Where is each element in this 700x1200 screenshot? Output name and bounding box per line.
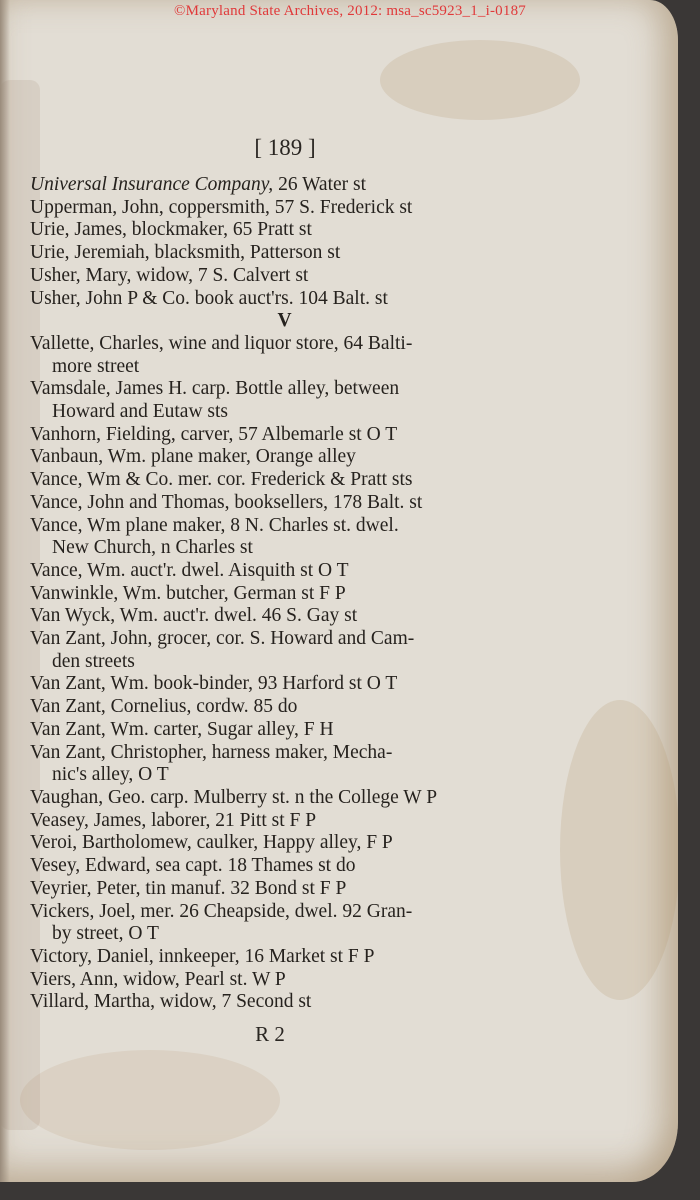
directory-entry	[30, 901, 540, 946]
signature-mark: R 2	[255, 1022, 285, 1046]
page-number: [ 189 ]	[254, 135, 316, 160]
directory-entry	[30, 446, 540, 469]
entry-continuation: more street	[52, 355, 140, 377]
entry-continuation: nic's alley, O T	[52, 764, 169, 786]
entry-line: Vamsdale, James H. carp. Bottle alley, between	[30, 378, 400, 400]
directory-entry	[30, 288, 540, 311]
directory-entry	[30, 583, 540, 606]
entry-line: Vallette, Charles, wine and liquor store, 64 Balti-	[30, 332, 413, 354]
entry-line: Veasey, James, laborer, 21 Pitt st F P	[30, 809, 317, 831]
archive-watermark: ©Maryland State Archives, 2012: msa_sc5923_1_i-0187	[174, 3, 526, 19]
directory-entry	[30, 197, 540, 220]
paper-stain	[20, 1050, 280, 1150]
paper-stain	[560, 700, 678, 1000]
entry-line: Vaughan, Geo. carp. Mulberry st. n the College W P	[30, 786, 438, 808]
directory-entry	[30, 787, 540, 810]
entry-line: Van Wyck, Wm. auct'r. dwel. 46 S. Gay st	[30, 605, 358, 627]
entry-text: Urie, James, blockmaker, 65 Pratt st	[30, 219, 312, 241]
directory-entry	[30, 424, 540, 447]
entry-line: Vesey, Edward, sea capt. 18 Thames st do	[30, 855, 356, 877]
directory-entry	[30, 174, 540, 197]
entry-text: Usher, Mary, widow, 7 S. Calvert st	[30, 264, 309, 286]
entry-text: Upperman, John, coppersmith, 57 S. Frederick st	[30, 196, 413, 218]
entry-line: Vickers, Joel, mer. 26 Cheapside, dwel. 92 Gran-	[30, 900, 413, 922]
directory-entry	[30, 560, 540, 583]
entry-line: Vance, Wm plane maker, 8 N. Charles st. dwel.	[30, 514, 399, 536]
entry-text: 26 Water st	[273, 174, 367, 195]
directory-entry	[30, 742, 540, 787]
entry-line: Vance, Wm & Co. mer. cor. Frederick & Pratt sts	[30, 469, 413, 491]
entry-continuation: den streets	[52, 650, 135, 672]
entry-line: Vance, Wm. auct'r. dwel. Aisquith st O T	[30, 559, 349, 581]
directory-entry	[30, 378, 540, 423]
entry-name-italic: Universal Insurance Company,	[30, 174, 274, 195]
entry-line: Van Zant, Christopher, harness maker, Mecha-	[30, 741, 393, 763]
entry-continuation: by street, O T	[52, 923, 159, 945]
directory-entries	[30, 174, 540, 1014]
directory-entry	[30, 810, 540, 833]
directory-entry	[30, 492, 540, 515]
directory-entry	[30, 719, 540, 742]
directory-entry	[30, 969, 540, 992]
paper-stain	[380, 40, 580, 120]
directory-entry	[30, 469, 540, 492]
directory-entry	[30, 242, 540, 265]
page-gutter	[0, 0, 10, 1182]
directory-entry	[30, 991, 540, 1014]
entry-line: Victory, Daniel, innkeeper, 16 Market st F P	[30, 945, 375, 967]
entry-line: Viers, Ann, widow, Pearl st. W P	[30, 968, 286, 990]
directory-entry	[30, 878, 540, 901]
section-letter: V	[277, 310, 293, 332]
directory-entry	[30, 946, 540, 969]
directory-entry	[30, 628, 540, 673]
entry-line: Van Zant, Wm. book-binder, 93 Harford st O T	[30, 673, 398, 695]
directory-entry	[30, 515, 540, 560]
entry-line: Van Zant, John, grocer, cor. S. Howard and Cam-	[30, 628, 415, 650]
entry-line: Vanhorn, Fielding, carver, 57 Albemarle st O T	[30, 423, 398, 445]
entry-line: Vanbaun, Wm. plane maker, Orange alley	[30, 446, 356, 468]
directory-entry	[30, 696, 540, 719]
entry-text: Urie, Jeremiah, blacksmith, Patterson st	[30, 242, 341, 264]
directory-entry	[30, 832, 540, 855]
entry-line: Vanwinkle, Wm. butcher, German st F P	[30, 582, 346, 604]
entry-continuation: New Church, n Charles st	[52, 537, 253, 559]
directory-entry	[30, 333, 540, 378]
entry-line: Villard, Martha, widow, 7 Second st	[30, 991, 312, 1013]
directory-entry	[30, 855, 540, 878]
entry-line: Veroi, Bartholomew, caulker, Happy alley, F P	[30, 832, 393, 854]
directory-entry	[30, 265, 540, 288]
entry-text: Usher, John P & Co. book auct'rs. 104 Balt. st	[30, 287, 388, 309]
entry-line: Veyrier, Peter, tin manuf. 32 Bond st F P	[30, 877, 347, 899]
entry-continuation: Howard and Eutaw sts	[52, 401, 229, 423]
directory-entry	[30, 605, 540, 628]
entry-line: Vance, John and Thomas, booksellers, 178 Balt. st	[30, 491, 423, 513]
entry-line: Van Zant, Cornelius, cordw. 85 do	[30, 696, 298, 718]
entry-line: Van Zant, Wm. carter, Sugar alley, F H	[30, 718, 334, 740]
directory-entry	[30, 219, 540, 242]
directory-entry	[30, 673, 540, 696]
